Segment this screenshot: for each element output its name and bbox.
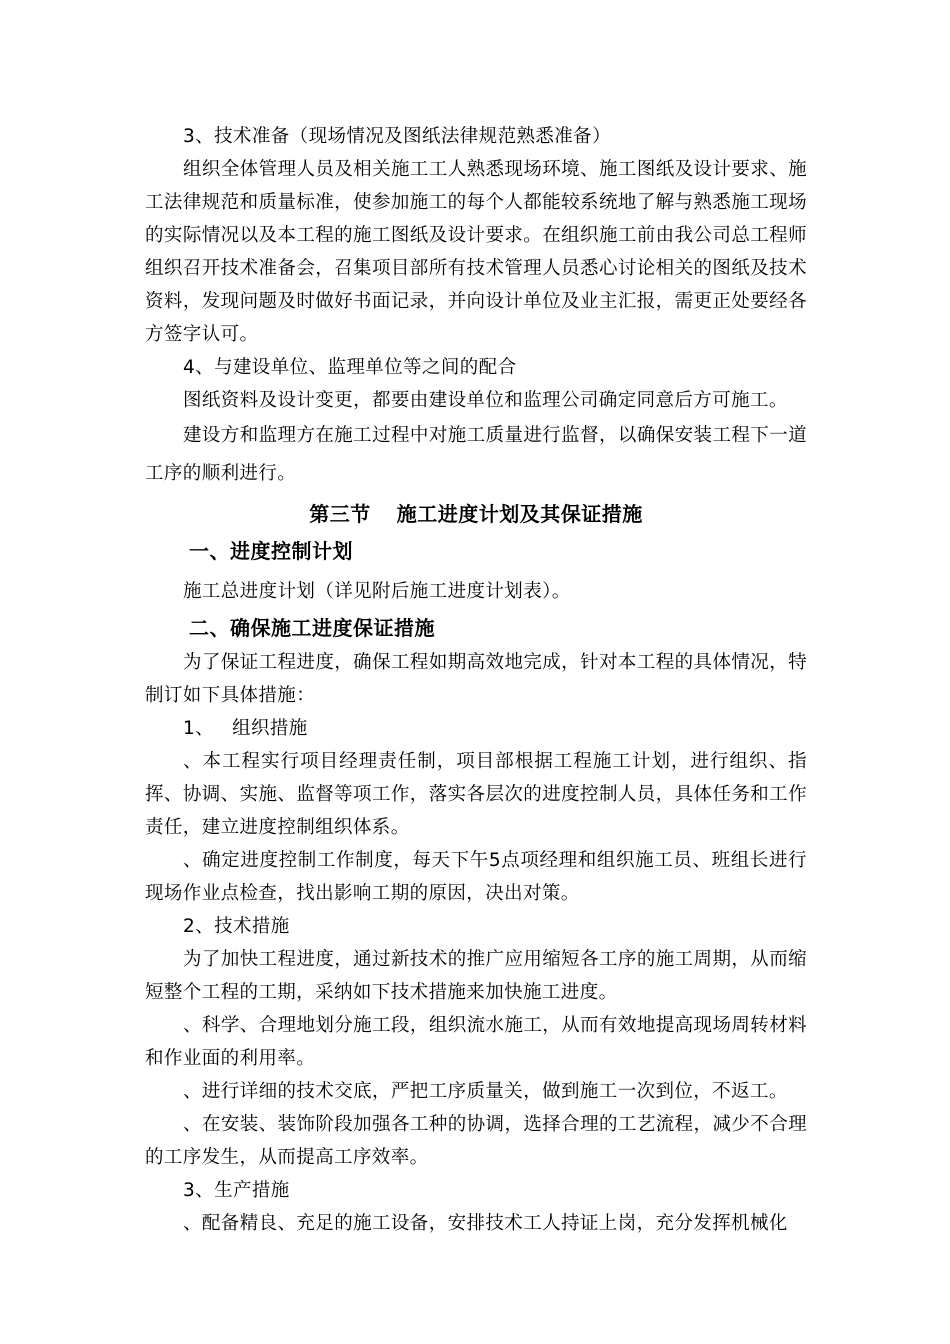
paragraph-org-measure-2: 、确定进度控制工作制度，每天下午5点项经理和组织施工员、班组长进行现场作业点检查，找出影响工期的原因，决出对策。 [145, 850, 807, 904]
paragraph-technical-preparation: 组织全体管理人员及相关施工工人熟悉现场环境、施工图纸及设计要求、施工法律规范和质量标准，使参加施工的每个人都能较系统地了解与熟悉施工现场的实际情况以及本工程的施工图纸及设计要求。在组织施工前由我公司总工程师组织召开技术准备会，召集项目部所有技术管理人员悉心讨论相关的图纸及技术资料，发现问题及时做好书面记录，并向设计单位及业主汇报，需更正处要经各方签字认可。 [145, 159, 807, 345]
document-body [145, 120, 807, 1240]
paragraph-tech-measure-intro: 为了加快工程进度，通过新技术的推广应用缩短各工序的施工周期，从而缩短整个工程的工期，采纳如下技术措施来加快施工进度。 [145, 949, 807, 1003]
paragraph-supervision: 建设方和监理方在施工过程中对施工质量进行监督，以确保安装工程下一道工序的顺利进行。 [145, 425, 807, 484]
subsection-coordination: 4、与建设单位、监理单位等之间的配合 [183, 357, 517, 378]
section-title-number: 第三节 [309, 502, 371, 526]
paragraph-design-changes: 图纸资料及设计变更，都要由建设单位和监理公司确定同意后方可施工。 [183, 390, 788, 411]
section-title [145, 497, 807, 531]
paragraph-measures-intro: 为了保证工程进度，确保工程如期高效地完成，针对本工程的具体情况，特制订如下具体措施： [145, 652, 807, 706]
item-organizational-measures [145, 712, 807, 745]
paragraph-org-measure-1: 、本工程实行项目经理责任制，项目部根据工程施工计划，进行组织、指挥、协调、实施、监督等项工作，落实各层次的进度控制人员，具体任务和工作责任，建立进度控制组织体系。 [145, 751, 807, 838]
heading-schedule-measures: 二、确保施工进度保证措施 [189, 616, 435, 640]
paragraph-tech-measure-2: 、进行详细的技术交底，严把工序质量关，做到施工一次到位，不返工。 [183, 1081, 788, 1102]
subsection-technical-preparation: 3、技术准备（现场情况及图纸法律规范熟悉准备） [183, 126, 611, 147]
item-technical-measures: 2、技术措施 [183, 916, 290, 937]
section-title-text: 施工进度计划及其保证措施 [396, 502, 643, 526]
item-1-number: 1、 [183, 718, 215, 739]
paragraph-tech-measure-3: 、在安装、装饰阶段加强各工种的协调，选择合理的工艺流程，减少不合理的工序发生，从而提高工序效率。 [145, 1114, 807, 1168]
paragraph-production-measure-1: 、配备精良、充足的施工设备，安排技术工人持证上岗，充分发挥机械化 [183, 1213, 788, 1234]
item-1-label: 组织措施 [232, 718, 308, 739]
heading-schedule-plan: 一、进度控制计划 [189, 539, 353, 563]
item-production-measures: 3、生产措施 [183, 1180, 290, 1201]
paragraph-schedule-plan: 施工总进度计划（详见附后施工进度计划表）。 [183, 581, 571, 602]
paragraph-tech-measure-1: 、科学、合理地划分施工段，组织流水施工，从而有效地提高现场周转材料和作业面的利用率。 [145, 1015, 807, 1069]
